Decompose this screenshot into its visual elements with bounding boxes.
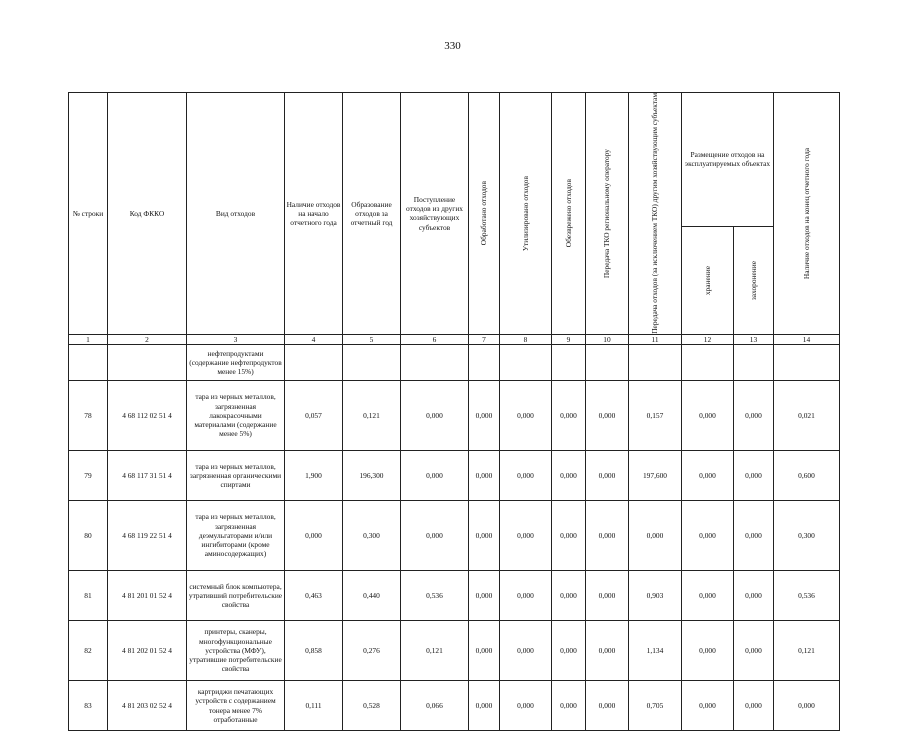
column-number: 12 — [682, 334, 734, 344]
header-end-balance: Наличие отходов на конец отчетного года — [774, 93, 840, 335]
value-cell: 0,000 — [682, 621, 734, 681]
header-storage: хранение — [682, 226, 734, 334]
value-cell — [734, 345, 774, 381]
value-cell: 0,536 — [401, 571, 469, 621]
value-cell — [586, 345, 629, 381]
value-cell: 0,705 — [629, 681, 682, 731]
value-cell: 0,000 — [734, 681, 774, 731]
value-cell: 0,000 — [629, 501, 682, 571]
value-cell: 0,000 — [552, 571, 586, 621]
header-generated: Образование отходов за отчетный год — [343, 93, 401, 335]
column-number: 5 — [343, 334, 401, 344]
value-cell: 0,021 — [774, 381, 840, 451]
value-cell: 0,000 — [500, 571, 552, 621]
value-cell: 0,000 — [500, 501, 552, 571]
row-number: 83 — [69, 681, 108, 731]
fkko-code: 4 81 201 01 52 4 — [108, 571, 187, 621]
value-cell — [552, 345, 586, 381]
table-row — [69, 501, 840, 571]
value-cell: 0,000 — [734, 571, 774, 621]
value-cell: 0,000 — [552, 681, 586, 731]
column-number: 10 — [586, 334, 629, 344]
value-cell: 0,000 — [401, 501, 469, 571]
column-number-row — [69, 334, 840, 344]
value-cell: 0,000 — [586, 681, 629, 731]
value-cell — [343, 345, 401, 381]
table-row — [69, 451, 840, 501]
waste-name: системный блок компьютера, утративший потребительские свойства — [187, 571, 285, 621]
value-cell — [682, 345, 734, 381]
header-fkko: Код ФККО — [108, 93, 187, 335]
column-number: 4 — [285, 334, 343, 344]
value-cell: 0,858 — [285, 621, 343, 681]
header-utilized: Утилизировано отходов — [500, 93, 552, 335]
fkko-code: 4 68 119 22 51 4 — [108, 501, 187, 571]
value-cell — [774, 345, 840, 381]
value-cell: 0,000 — [469, 681, 500, 731]
value-cell: 196,300 — [343, 451, 401, 501]
table-row — [69, 345, 840, 381]
row-number: 79 — [69, 451, 108, 501]
value-cell: 0,121 — [401, 621, 469, 681]
column-number: 11 — [629, 334, 682, 344]
value-cell: 0,000 — [586, 381, 629, 451]
row-number: 82 — [69, 621, 108, 681]
header-burial: захоронение — [734, 226, 774, 334]
column-number: 14 — [774, 334, 840, 344]
value-cell: 0,000 — [469, 381, 500, 451]
value-cell: 0,111 — [285, 681, 343, 731]
value-cell: 0,000 — [469, 571, 500, 621]
value-cell: 1,900 — [285, 451, 343, 501]
page-number: 330 — [444, 40, 461, 52]
value-cell: 1,134 — [629, 621, 682, 681]
waste-name: тара из черных металлов, загрязненная лакокрасочными материалами (содержание менее 5%) — [187, 381, 285, 451]
value-cell: 0,000 — [500, 451, 552, 501]
table-row — [69, 621, 840, 681]
value-cell: 0,000 — [500, 681, 552, 731]
value-cell: 0,536 — [774, 571, 840, 621]
column-number: 13 — [734, 334, 774, 344]
header-received: Поступление отходов из других хозяйствующих субъектов — [401, 93, 469, 335]
value-cell: 0,121 — [774, 621, 840, 681]
table-row — [69, 681, 840, 731]
value-cell: 0,903 — [629, 571, 682, 621]
value-cell: 0,000 — [285, 501, 343, 571]
fkko-code: 4 68 112 02 51 4 — [108, 381, 187, 451]
value-cell: 0,000 — [552, 381, 586, 451]
value-cell: 0,000 — [469, 451, 500, 501]
value-cell: 0,300 — [774, 501, 840, 571]
value-cell — [629, 345, 682, 381]
value-cell: 0,000 — [401, 451, 469, 501]
value-cell: 0,600 — [774, 451, 840, 501]
value-cell: 0,300 — [343, 501, 401, 571]
value-cell: 0,000 — [682, 451, 734, 501]
column-number: 9 — [552, 334, 586, 344]
row-number: 80 — [69, 501, 108, 571]
header-to-operator: Передача ТКО региональному оператору — [586, 93, 629, 335]
value-cell: 0,000 — [500, 381, 552, 451]
value-cell: 0,000 — [734, 381, 774, 451]
value-cell: 0,000 — [586, 501, 629, 571]
value-cell: 0,000 — [401, 381, 469, 451]
value-cell: 0,000 — [586, 621, 629, 681]
row-number: 78 — [69, 381, 108, 451]
value-cell: 0,000 — [469, 501, 500, 571]
value-cell: 0,440 — [343, 571, 401, 621]
value-cell — [500, 345, 552, 381]
waste-name: тара из черных металлов, загрязненная деэмульгаторами и/или ингибиторами (кроме аминосодержащих) — [187, 501, 285, 571]
fkko-code: 4 81 203 02 52 4 — [108, 681, 187, 731]
header-neutralized: Обезврежено отходов — [552, 93, 586, 335]
value-cell: 0,528 — [343, 681, 401, 731]
value-cell: 0,000 — [552, 621, 586, 681]
column-number: 6 — [401, 334, 469, 344]
waste-name: нефтепродуктами (содержание нефтепродуктов менее 15%) — [187, 345, 285, 381]
value-cell: 0,057 — [285, 381, 343, 451]
value-cell: 0,000 — [774, 681, 840, 731]
value-cell — [401, 345, 469, 381]
value-cell: 0,000 — [552, 451, 586, 501]
value-cell: 197,600 — [629, 451, 682, 501]
header-placement-group: Размещение отходов на эксплуатируемых объектах — [682, 93, 774, 227]
value-cell: 0,000 — [552, 501, 586, 571]
value-cell: 0,000 — [734, 451, 774, 501]
value-cell — [469, 345, 500, 381]
column-number: 2 — [108, 334, 187, 344]
value-cell: 0,157 — [629, 381, 682, 451]
header-waste-type: Вид отходов — [187, 93, 285, 335]
header-to-others: Передача отходов (за исключением ТКО) другим хозяйствующим субъектам — [629, 93, 682, 335]
waste-table — [68, 92, 840, 731]
value-cell: 0,000 — [469, 621, 500, 681]
value-cell: 0,000 — [682, 381, 734, 451]
column-number: 1 — [69, 334, 108, 344]
value-cell: 0,066 — [401, 681, 469, 731]
row-number: 81 — [69, 571, 108, 621]
value-cell: 0,463 — [285, 571, 343, 621]
table-row — [69, 571, 840, 621]
table-row — [69, 381, 840, 451]
value-cell: 0,000 — [500, 621, 552, 681]
header-start-balance: Наличие отходов на начало отчетного года — [285, 93, 343, 335]
row-number — [69, 345, 108, 381]
value-cell: 0,000 — [734, 621, 774, 681]
value-cell: 0,000 — [682, 571, 734, 621]
column-number: 8 — [500, 334, 552, 344]
value-cell: 0,000 — [682, 501, 734, 571]
value-cell: 0,000 — [586, 571, 629, 621]
value-cell — [285, 345, 343, 381]
value-cell: 0,000 — [734, 501, 774, 571]
header-row-no: № строки — [69, 93, 108, 335]
waste-name: тара из черных металлов, загрязненная органическими спиртами — [187, 451, 285, 501]
value-cell: 0,121 — [343, 381, 401, 451]
waste-name: картриджи печатающих устройств с содержанием тонера менее 7% отработанные — [187, 681, 285, 731]
value-cell: 0,276 — [343, 621, 401, 681]
column-number: 3 — [187, 334, 285, 344]
header-processed: Обработано отходов — [469, 93, 500, 335]
fkko-code — [108, 345, 187, 381]
fkko-code: 4 81 202 01 52 4 — [108, 621, 187, 681]
waste-name: принтеры, сканеры, многофункциональные устройства (МФУ), утратившие потребительские свойства — [187, 621, 285, 681]
column-number: 7 — [469, 334, 500, 344]
fkko-code: 4 68 117 31 51 4 — [108, 451, 187, 501]
value-cell: 0,000 — [586, 451, 629, 501]
value-cell: 0,000 — [682, 681, 734, 731]
